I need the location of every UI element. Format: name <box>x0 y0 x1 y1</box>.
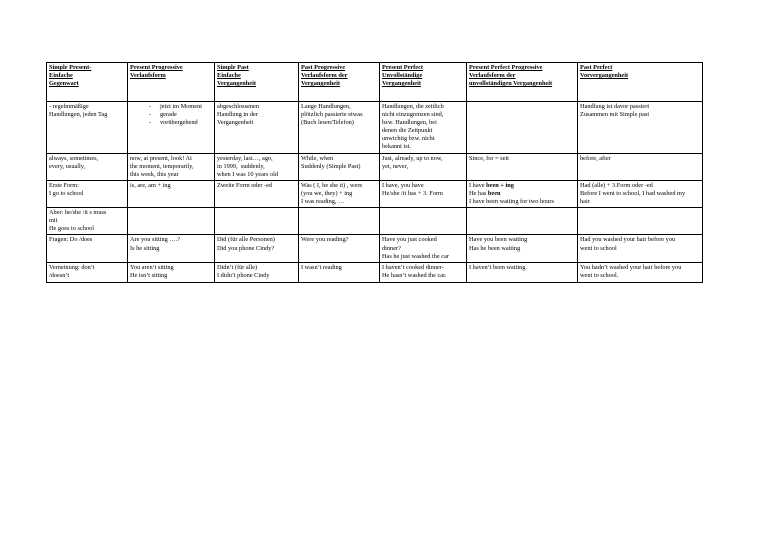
text-line: Vergangenheit <box>301 80 340 88</box>
text-line: Was ( I, he she it) , were <box>301 181 363 189</box>
table-cell <box>467 102 578 154</box>
table-cell <box>215 180 299 207</box>
table-cell <box>467 153 578 180</box>
text-line: mit <box>49 217 58 225</box>
text-line: Unvollständige <box>382 72 423 80</box>
signal-words-row <box>47 153 703 180</box>
table-cell <box>380 180 467 207</box>
text-line: He goes to school <box>49 225 94 233</box>
text-line: bzw. Handlungen, bei <box>382 119 437 127</box>
text-line: Einfache <box>217 72 241 80</box>
table-cell <box>578 235 703 262</box>
text-line: denen die Zeitpunkt <box>382 127 433 135</box>
text-line: Vergangenheit <box>217 80 256 88</box>
text-line: I haven’t been waiting. <box>469 263 527 271</box>
text-line: Are you sitting ….? <box>130 236 181 244</box>
text-line: Fragen: Do /does <box>49 236 93 244</box>
text-line: Just, already, up to now, <box>382 154 443 162</box>
text-line: every, usually, <box>49 162 86 170</box>
text-line: /doesn’t <box>49 271 70 279</box>
text-line: Is he sitting <box>130 244 160 252</box>
text-line: Suddenly (Simple Past) <box>301 162 361 170</box>
text-line: the moment, temporarily, <box>130 162 194 170</box>
text-line: in 1999, suddenly, <box>217 162 265 170</box>
text-line: - regelmmäßige <box>49 103 89 110</box>
text-line: yet, never, <box>382 162 409 170</box>
text-line: abgeschlossenen <box>217 103 259 110</box>
table-cell <box>380 102 467 154</box>
text-line: Present Perfect <box>382 64 423 71</box>
text-line: Before I went to school, I had washed my <box>580 189 686 197</box>
text-line: Has he just washed the car <box>382 252 449 260</box>
text-line: plötzlich passierte etwas <box>301 111 363 119</box>
text-line: I was reading, … <box>301 198 345 206</box>
header-cell <box>128 63 215 102</box>
table-cell <box>299 235 380 262</box>
text-line: Verlaufsform <box>130 72 166 80</box>
table-cell <box>299 180 380 207</box>
list-item: - gerade <box>149 111 212 119</box>
text-line: Were you reading? <box>301 236 349 244</box>
text-line: Simple Present- <box>49 64 92 71</box>
text-line: (you we, they) + ing <box>301 189 353 197</box>
text-line: I haven’t cooked dinner- <box>382 263 444 271</box>
text-line: hair <box>580 198 590 206</box>
text-line: is, are, am + ing <box>130 181 171 189</box>
text-line: Handlung ist davor passiert <box>580 103 650 110</box>
text-line: Verlaufsform der <box>301 72 348 80</box>
text-line: Handlungen, die zeitlich <box>382 103 444 110</box>
text-line: He has been <box>469 189 501 197</box>
text-line: went to school. <box>580 271 619 279</box>
text-line: I go to school <box>49 189 84 197</box>
text-line: Handlungen, jeden Tag <box>49 111 108 119</box>
text-line: Didn’t (für alle) <box>217 263 258 271</box>
table-cell <box>47 208 128 235</box>
text-line: He isn’t sitting <box>130 271 168 279</box>
header-cell <box>380 63 467 102</box>
bullet-list <box>130 103 212 127</box>
text-line: I have, you have <box>382 181 424 189</box>
header-cell <box>47 63 128 102</box>
text-line: yesterday, last…, ago, <box>217 154 273 162</box>
text-line: I didn’t phone Cindy <box>217 271 270 279</box>
text-line: Past Progressive <box>301 64 346 71</box>
text-line: went to school <box>580 244 617 252</box>
text-line: Aber: he/she /it s muss <box>49 209 107 217</box>
text-line: this week, this year <box>130 170 179 178</box>
header-cell <box>578 63 703 102</box>
table-cell <box>128 235 215 262</box>
text-line: before, after <box>580 154 611 162</box>
table-cell <box>467 262 578 282</box>
text-line: Present Progressive <box>130 64 183 71</box>
table-cell <box>215 102 299 154</box>
text-line: Have you been waiting <box>469 236 528 244</box>
tenses-table <box>46 62 703 283</box>
table-cell <box>380 262 467 282</box>
table-cell <box>578 180 703 207</box>
table-cell <box>380 235 467 262</box>
text-line: Simple Past <box>217 64 249 71</box>
table-cell <box>128 153 215 180</box>
table-cell <box>578 153 703 180</box>
text-line: always, sometimes, <box>49 154 99 162</box>
text-line: I have been waiting for two hours <box>469 198 554 206</box>
text-line: Did (für alle Personen) <box>217 236 275 244</box>
usage-row <box>47 102 703 154</box>
text-line: dinner? <box>382 244 401 252</box>
text-line: Has he been waiting <box>469 244 521 252</box>
text-line: Since, for = seit <box>469 154 509 162</box>
text-line: Have you just cooked <box>382 236 437 244</box>
table-cell <box>299 102 380 154</box>
text-line: Gegenwart <box>49 80 79 88</box>
table-cell <box>215 235 299 262</box>
text-line: Erste Form: <box>49 181 79 189</box>
negation-row <box>47 262 703 282</box>
text-line: Lange Handlungen, <box>301 103 351 110</box>
table-cell <box>47 235 128 262</box>
text-line: unwichtig bzw. nicht <box>382 135 435 143</box>
table-cell <box>467 208 578 235</box>
table-cell <box>380 208 467 235</box>
text-line: now, at present, look! At <box>130 154 192 162</box>
aber-row <box>47 208 703 235</box>
text-line: While, when <box>301 154 334 162</box>
list-item: - jetzt im Moment <box>149 103 212 111</box>
table-cell <box>47 102 128 154</box>
text-line: Did you phone Cindy? <box>217 244 275 252</box>
table-cell <box>47 153 128 180</box>
questions-row <box>47 235 703 262</box>
table-cell <box>578 208 703 235</box>
text-line: I have been + ing <box>469 181 514 189</box>
text-line: He/she /it has + 3. Form <box>382 189 443 197</box>
text-line: Had you washed your hair before you <box>580 236 676 244</box>
text-line: nicht einzugrenzen sind, <box>382 111 444 119</box>
table-cell <box>215 153 299 180</box>
table-cell <box>299 262 380 282</box>
list-item: - vorübergehend <box>149 119 212 127</box>
text-line: Present Perfect Progressive <box>469 64 543 71</box>
table-cell <box>128 102 215 154</box>
header-cell <box>467 63 578 102</box>
text-line: Zusammen mit Simple past <box>580 111 650 119</box>
text-line: Vorvergangenheit <box>580 72 629 80</box>
table-cell <box>380 153 467 180</box>
text-line: Zweite Form oder -ed <box>217 181 273 189</box>
table-cell <box>299 153 380 180</box>
text-line: bekannt ist. <box>382 143 412 151</box>
text-line: Handlung in der <box>217 111 258 119</box>
text-line: (Buch lesen/Telefon) <box>301 119 354 127</box>
table-cell <box>128 180 215 207</box>
table-cell <box>128 262 215 282</box>
text-line: I wasn’t reading <box>301 263 342 271</box>
table-cell <box>467 180 578 207</box>
text-line: Vergangenheit <box>217 119 254 127</box>
text-line: Verneinung: don’t <box>49 263 95 271</box>
header-row <box>47 63 703 102</box>
text-line: Past Perfect <box>580 64 613 71</box>
form-row <box>47 180 703 207</box>
text-line: unvollständigen Vergangenheit <box>469 80 553 88</box>
table-cell <box>47 180 128 207</box>
table-cell <box>578 102 703 154</box>
text-line: He hasn’t washed the car. <box>382 271 447 279</box>
text-line: Vergangenheit <box>382 80 421 88</box>
text-line: Verlaufsform der <box>469 72 516 80</box>
text-line: You hadn’t washed your hair before you <box>580 263 682 271</box>
header-cell <box>215 63 299 102</box>
table-cell <box>578 262 703 282</box>
text-line: You aren’t sitting <box>130 263 174 271</box>
table-cell <box>467 235 578 262</box>
text-line: when I was 10 years old <box>217 170 279 178</box>
table-cell <box>215 208 299 235</box>
table-cell <box>128 208 215 235</box>
table-cell <box>47 262 128 282</box>
header-cell <box>299 63 380 102</box>
table-cell <box>215 262 299 282</box>
table-cell <box>299 208 380 235</box>
text-line: Had (alle) + 3.Form oder -ed <box>580 181 653 189</box>
text-line: Einfache <box>49 72 73 80</box>
